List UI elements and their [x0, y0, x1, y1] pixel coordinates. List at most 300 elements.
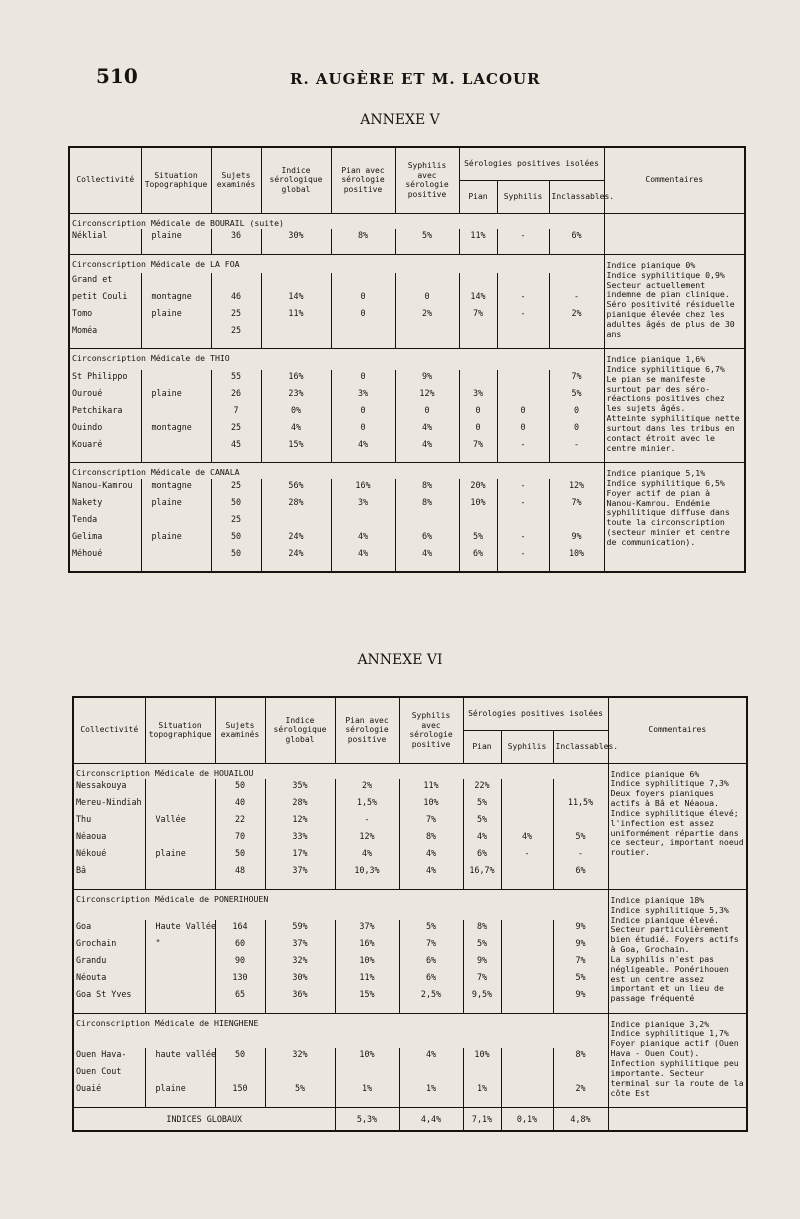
row-indice: 16%: [261, 370, 331, 387]
row-indice: 32%: [265, 1048, 335, 1065]
row-iso-inclassables: 9%: [553, 988, 608, 1005]
row-syphilis: [395, 273, 459, 290]
row-indice: [261, 324, 331, 341]
row-iso-syphilis: [501, 971, 553, 988]
row-situation: [141, 438, 211, 455]
row-indice: 5%: [265, 1082, 335, 1099]
comment-line: Indice syphilitique 6,7%: [606, 363, 725, 374]
row-indice: 4%: [261, 421, 331, 438]
row-indice: 32%: [265, 954, 335, 971]
row-syphilis: 8%: [399, 830, 463, 847]
row-name: Nakety: [69, 496, 141, 513]
row-iso-syphilis: [501, 1048, 553, 1065]
row-situation: [145, 796, 215, 813]
header-iso-pian: Pian: [463, 730, 501, 763]
header-indice: Indice sérologique global: [265, 697, 335, 763]
row-situation: [141, 273, 211, 290]
row-iso-syphilis: -: [497, 438, 549, 455]
row-situation: montagne: [141, 290, 211, 307]
comment-line: Indice syphilitique 0,9%: [606, 269, 725, 280]
header-commentaires: Commentaires: [604, 147, 745, 213]
row-iso-pian: [463, 1065, 501, 1082]
row-situation: plaine: [141, 387, 211, 404]
row-indice: 33%: [265, 830, 335, 847]
row-sujets: 150: [215, 1082, 265, 1099]
row-situation: [145, 1065, 215, 1082]
row-name: Ouaié: [73, 1082, 145, 1099]
row-iso-inclassables: 10%: [549, 547, 604, 564]
row-iso-pian: 0: [459, 421, 497, 438]
row-iso-inclassables: 2%: [549, 307, 604, 324]
row-iso-syphilis: 4%: [501, 830, 553, 847]
row-iso-pian: 20%: [459, 479, 497, 496]
row-iso-pian: 5%: [463, 813, 501, 830]
row-sujets: 26: [211, 387, 261, 404]
header-syphilis: Syphilis avec sérologie positive: [395, 147, 459, 213]
row-pian: 0: [331, 307, 395, 324]
section-comment: [608, 889, 747, 1005]
section-comment: [604, 463, 745, 564]
row-iso-pian: 22%: [463, 779, 501, 796]
row-pian: [331, 324, 395, 341]
totals-syph: 4,4%: [399, 1107, 463, 1131]
row-pian: 3%: [331, 496, 395, 513]
section-comment: [604, 349, 745, 455]
row-name: Grochain: [73, 937, 145, 954]
row-iso-syphilis: [497, 370, 549, 387]
row-name: Tomo: [69, 307, 141, 324]
row-iso-inclassables: 9%: [553, 920, 608, 937]
row-pian: 10%: [335, 1048, 399, 1065]
row-iso-pian: 1%: [463, 1082, 501, 1099]
row-syphilis: 4%: [395, 547, 459, 564]
row-situation: Vallée: [145, 813, 215, 830]
row-sujets: 7: [211, 404, 261, 421]
row-iso-syphilis: -: [497, 229, 549, 246]
row-indice: 30%: [265, 971, 335, 988]
row-pian: 0: [331, 404, 395, 421]
row-syphilis: [395, 513, 459, 530]
section-heading-row: [73, 763, 747, 779]
row-iso-syphilis: [497, 273, 549, 290]
comment-line: Indice pianique 5,1%: [606, 468, 706, 479]
row-pian: [331, 513, 395, 530]
row-name: Grand et: [69, 273, 141, 290]
row-syphilis: 2,5%: [399, 988, 463, 1005]
row-iso-syphilis: [501, 796, 553, 813]
row-iso-inclassables: 11,5%: [553, 796, 608, 813]
row-indice: 15%: [261, 438, 331, 455]
row-name: Méhoué: [69, 547, 141, 564]
row-situation: [141, 370, 211, 387]
row-sujets: 70: [215, 830, 265, 847]
row-situation: plaine: [141, 496, 211, 513]
row-sujets: 50: [211, 496, 261, 513]
row-name: Mereu-Nindiah: [73, 796, 145, 813]
comment-line: Indice syphilitique 7,3%: [610, 778, 729, 789]
row-indice: 24%: [261, 547, 331, 564]
row-indice: 12%: [265, 813, 335, 830]
row-iso-pian: 16,7%: [463, 864, 501, 881]
totals-row: [73, 1107, 747, 1131]
row-sujets: 25: [211, 421, 261, 438]
row-syphilis: 4%: [399, 847, 463, 864]
comment-line: Le pian se manifeste surtout par des séro-réactions positives chez les sujets âgés.: [606, 373, 725, 414]
row-situation: [145, 971, 215, 988]
section-comment: [608, 1013, 747, 1099]
row-pian: -: [335, 813, 399, 830]
row-iso-inclassables: [553, 1065, 608, 1082]
row-iso-inclassables: [549, 513, 604, 530]
running-title: R. AUGÈRE ET M. LACOUR: [290, 70, 541, 88]
row-sujets: 25: [211, 324, 261, 341]
comment-line: Atteinte syphilitique nette surtout dans les tribus en contact étroit avec le centre minier.: [606, 413, 740, 453]
row-iso-inclassables: -: [549, 290, 604, 307]
section-heading: Circonscription Médicale de LA FOA: [69, 254, 604, 272]
totals-iso-incl: 4,8%: [553, 1107, 608, 1131]
row-iso-syphilis: 0: [497, 404, 549, 421]
row-indice: 23%: [261, 387, 331, 404]
row-iso-syphilis: -: [497, 290, 549, 307]
row-sujets: 50: [215, 779, 265, 796]
row-situation: [141, 404, 211, 421]
row-indice: 56%: [261, 479, 331, 496]
row-sujets: 40: [215, 796, 265, 813]
row-situation: plaine: [145, 847, 215, 864]
row-iso-inclassables: 5%: [553, 830, 608, 847]
comment-line: Indice pianique 18%: [610, 894, 705, 905]
row-iso-pian: 8%: [463, 920, 501, 937]
row-sujets: 55: [211, 370, 261, 387]
header-iso-incl: Inclassables.: [553, 730, 608, 763]
row-iso-pian: 10%: [463, 1048, 501, 1065]
row-name: Tenda: [69, 513, 141, 530]
row-iso-syphilis: -: [501, 847, 553, 864]
comment-line: Indice pianique élevé. Secteur particulièrement bien étudié. Foyers actifs à Goa, Grochain.: [610, 914, 739, 955]
comment-line: Indice pianique 1,6%: [606, 354, 706, 365]
row-name: Bâ: [73, 864, 145, 881]
row-pian: 15%: [335, 988, 399, 1005]
row-name: Nanou-Kamrou: [69, 479, 141, 496]
row-name: Kouaré: [69, 438, 141, 455]
row-sujets: 45: [211, 438, 261, 455]
totals-iso-syph: 0,1%: [501, 1107, 553, 1131]
row-pian: 37%: [335, 920, 399, 937]
comment-line: Indice syphilitique élevé; l'infection est assez uniformément répartie dans ce secteur, important noeud routier.: [610, 807, 744, 858]
row-pian: 11%: [335, 971, 399, 988]
row-pian: 0: [331, 421, 395, 438]
row-name: Grandu: [73, 954, 145, 971]
row-sujets: 50: [215, 847, 265, 864]
annexe-5-table: [68, 146, 746, 573]
row-syphilis: 4%: [399, 1048, 463, 1065]
header-pian: Pian avec sérologie positive: [335, 697, 399, 763]
header-iso-pian: Pian: [459, 180, 497, 213]
header-isolees: Sérologies positives isolées: [459, 147, 604, 180]
row-syphilis: [395, 324, 459, 341]
row-name: Néaoua: [73, 830, 145, 847]
row-name: Thu: [73, 813, 145, 830]
comment-line: Secteur actuellement indemne de pian clinique. Séro positivité résiduelle pianique élevée chez les adultes âgés de plus de 30 ans: [606, 279, 735, 339]
row-iso-syphilis: -: [497, 547, 549, 564]
row-pian: 0: [331, 370, 395, 387]
row-sujets: [211, 273, 261, 290]
row-syphilis: 8%: [395, 479, 459, 496]
row-iso-pian: 14%: [459, 290, 497, 307]
row-pian: 10,3%: [335, 864, 399, 881]
row-iso-pian: 6%: [459, 547, 497, 564]
row-indice: 11%: [261, 307, 331, 324]
row-iso-inclassables: -: [553, 847, 608, 864]
annexe-6-title: ANNEXE VI: [357, 652, 443, 668]
row-iso-syphilis: [501, 864, 553, 881]
row-pian: 16%: [331, 479, 395, 496]
row-iso-syphilis: [497, 324, 549, 341]
row-pian: 4%: [331, 547, 395, 564]
row-name: Ouen Hava-: [73, 1048, 145, 1065]
row-name: Goa St Yves: [73, 988, 145, 1005]
row-iso-pian: 4%: [463, 830, 501, 847]
row-iso-pian: 5%: [463, 937, 501, 954]
row-iso-pian: 0: [459, 404, 497, 421]
row-pian: 1,5%: [335, 796, 399, 813]
row-name: Nékoué: [73, 847, 145, 864]
row-syphilis: 0: [395, 404, 459, 421]
row-situation: montagne: [141, 479, 211, 496]
row-name: Gelima: [69, 530, 141, 547]
row-situation: haute vallée: [145, 1048, 215, 1065]
row-syphilis: [399, 1065, 463, 1082]
row-iso-pian: 6%: [463, 847, 501, 864]
row-name: Nessakouya: [73, 779, 145, 796]
row-name: Ouen Cout: [73, 1065, 145, 1082]
row-situation: [141, 547, 211, 564]
row-iso-inclassables: 0: [549, 421, 604, 438]
row-pian: 3%: [331, 387, 395, 404]
row-name: Goa: [73, 920, 145, 937]
row-iso-inclassables: [549, 324, 604, 341]
row-syphilis: 11%: [399, 779, 463, 796]
header-collectivite: Collectivité: [69, 147, 141, 213]
section-heading: Circonscription Médicale de CANALA: [69, 463, 604, 479]
row-indice: [261, 513, 331, 530]
row-indice: 37%: [265, 937, 335, 954]
section-comment: [604, 213, 745, 246]
header-isolees: Sérologies positives isolées: [463, 697, 608, 730]
row-syphilis: 9%: [395, 370, 459, 387]
row-syphilis: 6%: [395, 530, 459, 547]
section-comment: [608, 763, 747, 881]
annexe-6-table: [72, 696, 748, 1132]
header-situation: Situation Topographique: [141, 147, 211, 213]
row-sujets: 48: [215, 864, 265, 881]
row-pian: [335, 1065, 399, 1082]
row-iso-pian: [459, 513, 497, 530]
row-pian: 2%: [335, 779, 399, 796]
row-sujets: 25: [211, 479, 261, 496]
row-syphilis: 12%: [395, 387, 459, 404]
row-indice: 37%: [265, 864, 335, 881]
row-situation: [145, 988, 215, 1005]
header-indice: Indice sérologique global: [261, 147, 331, 213]
comment-line: Deux foyers pianiques actifs à Bâ et Néaoua.: [610, 788, 719, 809]
row-syphilis: 6%: [399, 971, 463, 988]
comment-line: Foyer pianique actif (Ouen Hava - Ouen Cout).: [610, 1038, 739, 1059]
row-name: Ouindo: [69, 421, 141, 438]
row-iso-pian: 11%: [459, 229, 497, 246]
row-indice: [261, 273, 331, 290]
header-collectivite: Collectivité: [73, 697, 145, 763]
section-heading-row: [73, 889, 747, 920]
row-iso-inclassables: 7%: [553, 954, 608, 971]
row-iso-inclassables: 7%: [549, 496, 604, 513]
row-iso-syphilis: -: [497, 479, 549, 496]
section-heading-row: [69, 463, 745, 479]
row-situation: [141, 324, 211, 341]
header-sujets: Sujets examinés: [211, 147, 261, 213]
row-sujets: 22: [215, 813, 265, 830]
row-iso-inclassables: 5%: [549, 387, 604, 404]
comment-line: Foyer actif de pian à Nanou-Kamrou. Endémie syphilitique diffuse dans toute la circonscription (secteur minier et centre de communication).: [606, 487, 730, 547]
row-iso-syphilis: [501, 920, 553, 937]
header-iso-syph: Syphilis: [501, 730, 553, 763]
row-iso-syphilis: [501, 1082, 553, 1099]
row-syphilis: 5%: [395, 229, 459, 246]
row-situation: Haute Vallée: [145, 920, 215, 937]
row-syphilis: 7%: [399, 813, 463, 830]
row-pian: 1%: [335, 1082, 399, 1099]
row-situation: [145, 830, 215, 847]
annexe-5-title: ANNEXE V: [360, 112, 440, 128]
row-sujets: 36: [211, 229, 261, 246]
comment-line: Infection syphilitique peu importante. Secteur terminal sur la route de la côte Est: [610, 1058, 744, 1098]
row-indice: 30%: [261, 229, 331, 246]
row-iso-syphilis: [497, 513, 549, 530]
row-sujets: 25: [211, 307, 261, 324]
row-iso-inclassables: [553, 813, 608, 830]
row-situation: plaine: [141, 229, 211, 246]
row-syphilis: 4%: [395, 421, 459, 438]
row-indice: 14%: [261, 290, 331, 307]
row-iso-pian: [459, 370, 497, 387]
row-iso-inclassables: 6%: [549, 229, 604, 246]
section-heading: Circonscription Médicale de HIENGHENE: [73, 1013, 608, 1048]
comment-line: La syphilis n'est pas négligeable. Ponérihouen est un centre assez important et un lieu de passage fréquenté: [610, 953, 729, 1004]
row-sujets: 130: [215, 971, 265, 988]
row-name: Petchikara: [69, 404, 141, 421]
row-sujets: 164: [215, 920, 265, 937]
row-iso-pian: [459, 324, 497, 341]
header-syphilis: Syphilis avec sérologie positive: [399, 697, 463, 763]
row-sujets: 90: [215, 954, 265, 971]
row-situation: plaine: [141, 307, 211, 324]
row-syphilis: 4%: [399, 864, 463, 881]
row-iso-syphilis: [497, 387, 549, 404]
row-syphilis: 6%: [399, 954, 463, 971]
section-heading-row: [69, 349, 745, 370]
row-indice: 59%: [265, 920, 335, 937]
comment-line: Indice pianique 3,2%: [610, 1018, 710, 1029]
header-pian: Pian avec sérologie positive: [331, 147, 395, 213]
row-name: Moméa: [69, 324, 141, 341]
row-iso-inclassables: 5%: [553, 971, 608, 988]
row-syphilis: 8%: [395, 496, 459, 513]
row-iso-inclassables: 12%: [549, 479, 604, 496]
header-sujets: Sujets examinés: [215, 697, 265, 763]
row-iso-syphilis: -: [497, 496, 549, 513]
row-iso-inclassables: 9%: [553, 937, 608, 954]
totals-label: INDICES GLOBAUX: [73, 1107, 335, 1131]
row-pian: 4%: [335, 847, 399, 864]
row-indice: 36%: [265, 988, 335, 1005]
row-pian: 4%: [331, 438, 395, 455]
section-heading-row: [69, 254, 745, 272]
row-indice: 0%: [261, 404, 331, 421]
row-iso-syphilis: [501, 954, 553, 971]
row-pian: [331, 273, 395, 290]
header-iso-syph: Syphilis: [497, 180, 549, 213]
row-sujets: 50: [211, 547, 261, 564]
row-syphilis: 4%: [395, 438, 459, 455]
row-situation: [145, 779, 215, 796]
row-sujets: 50: [211, 530, 261, 547]
row-iso-pian: 9%: [463, 954, 501, 971]
row-iso-pian: [459, 273, 497, 290]
totals-pian: 5,3%: [335, 1107, 399, 1131]
row-iso-inclassables: [553, 779, 608, 796]
row-name: Néouta: [73, 971, 145, 988]
row-iso-inclassables: 0: [549, 404, 604, 421]
row-iso-inclassables: 7%: [549, 370, 604, 387]
row-iso-inclassables: 6%: [553, 864, 608, 881]
row-iso-syphilis: [501, 988, 553, 1005]
header-commentaires: Commentaires: [608, 697, 747, 763]
row-situation: montagne: [141, 421, 211, 438]
comment-line: Indice syphilitique 6,5%: [606, 477, 725, 488]
row-iso-pian: 7%: [459, 307, 497, 324]
row-syphilis: 7%: [399, 937, 463, 954]
row-pian: 4%: [331, 530, 395, 547]
row-situation: plaine: [145, 1082, 215, 1099]
row-sujets: 50: [215, 1048, 265, 1065]
comment-line: Indice syphilitique 5,3%: [610, 904, 729, 915]
comment-line: Indice syphilitique 1,7%: [610, 1028, 729, 1039]
row-indice: 24%: [261, 530, 331, 547]
row-sujets: 25: [211, 513, 261, 530]
row-iso-syphilis: [501, 1065, 553, 1082]
row-indice: 17%: [265, 847, 335, 864]
row-name: St Philippo: [69, 370, 141, 387]
row-iso-pian: 7%: [463, 971, 501, 988]
row-pian: 8%: [331, 229, 395, 246]
row-situation: [145, 864, 215, 881]
row-name: Ouroué: [69, 387, 141, 404]
row-pian: 16%: [335, 937, 399, 954]
row-syphilis: 10%: [399, 796, 463, 813]
row-syphilis: 0: [395, 290, 459, 307]
row-iso-syphilis: -: [497, 530, 549, 547]
row-situation: ": [145, 937, 215, 954]
row-situation: [145, 954, 215, 971]
header-situation: Situation topographique: [145, 697, 215, 763]
row-iso-pian: 5%: [459, 530, 497, 547]
row-sujets: 60: [215, 937, 265, 954]
row-situation: [141, 513, 211, 530]
row-iso-inclassables: 8%: [553, 1048, 608, 1065]
row-syphilis: 1%: [399, 1082, 463, 1099]
row-indice: 28%: [261, 496, 331, 513]
row-iso-pian: 3%: [459, 387, 497, 404]
